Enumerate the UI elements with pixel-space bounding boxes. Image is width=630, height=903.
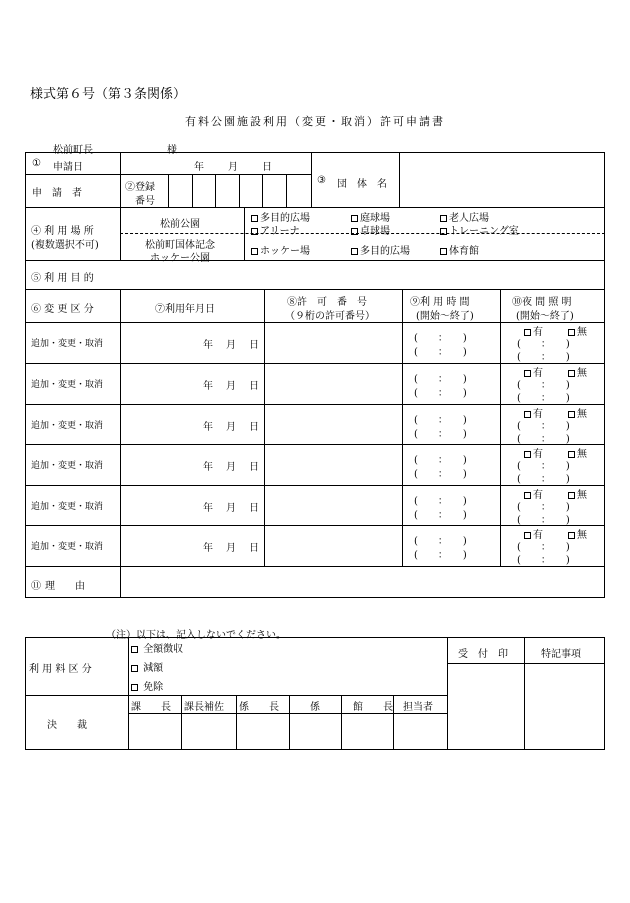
date-month: 月 [228, 162, 238, 173]
option-training-room[interactable]: トレーニング室 [440, 222, 519, 237]
checkbox-icon [131, 665, 138, 672]
row-month: 月 [226, 340, 236, 351]
light-no-option[interactable]: 無 [568, 486, 587, 501]
option-multipurpose-2[interactable]: 多目的広場 [351, 242, 410, 257]
place-note: (複数選択不可) [31, 240, 99, 251]
use-time-end[interactable]: ( ： ) [414, 347, 467, 358]
checkbox-icon [131, 684, 138, 691]
light-yes-option[interactable]: 有 [524, 526, 543, 541]
addressee-honorific: 様 [167, 145, 177, 156]
document-title: 有料公園施設利用（変更・取消）許可申請書 [185, 115, 445, 128]
row-day: 日 [249, 543, 259, 554]
fee-category-label: 利 用 料 区 分 [29, 664, 92, 675]
role-in-charge: 担当者 [403, 702, 433, 713]
applicant-label: 申 請 者 [32, 188, 82, 199]
option-arena[interactable]: アリーナ [251, 222, 300, 237]
light-no-option[interactable]: 無 [568, 526, 587, 541]
change-type-header: ⑥ 変 更 区 分 [31, 304, 94, 315]
role-staff: 係 [310, 702, 320, 713]
office-use-note: （注）以下は、記入しないでください。 [106, 630, 286, 641]
use-time-start[interactable]: ( ： ) [414, 333, 467, 344]
use-time-end[interactable]: ( ： ) [414, 429, 467, 440]
change-type-cell[interactable]: 追加・変更・取消 [31, 542, 104, 552]
light-no-option[interactable]: 無 [568, 323, 587, 338]
use-time-note: (開始～終了) [416, 311, 474, 322]
permit-number-note: （９桁の許可番号） [285, 311, 375, 322]
row-day: 日 [249, 422, 259, 433]
checkbox-icon [251, 215, 258, 222]
place-label: ④ 利 用 場 所 [31, 226, 94, 237]
option-gymnasium[interactable]: 体育館 [440, 242, 479, 257]
light-time-start[interactable]: ( ： ) [517, 542, 570, 553]
night-light-header: ⑩夜 間 照 明 [512, 297, 572, 308]
row-day: 日 [249, 340, 259, 351]
fee-reduced[interactable]: 減額 [131, 659, 163, 674]
park-matsumae: 松前公園 [160, 219, 200, 230]
fee-exempt[interactable]: 免除 [131, 678, 163, 693]
light-time-end[interactable]: ( ： ) [517, 555, 570, 566]
group-name-label: 団 体 名 [337, 179, 387, 190]
form-number: 様式第６号（第３条関係） [30, 87, 187, 102]
group-number: ③ [317, 175, 326, 186]
change-type-cell[interactable]: 追加・変更・取消 [31, 502, 104, 512]
checkbox-icon [251, 228, 258, 235]
office-use-table [25, 637, 605, 750]
row-month: 月 [226, 422, 236, 433]
reason-label: 理 由 [45, 581, 85, 592]
option-elderly-plaza[interactable]: 老人広場 [440, 209, 489, 224]
checkbox-icon [351, 215, 358, 222]
light-time-start[interactable]: ( ： ) [517, 502, 570, 513]
checkbox-icon [351, 228, 358, 235]
light-time-start[interactable]: ( ： ) [517, 339, 570, 350]
light-yes-option[interactable]: 有 [524, 323, 543, 338]
purpose-label: ⑤ 利 用 目 的 [31, 273, 94, 284]
change-type-cell[interactable]: 追加・変更・取消 [31, 421, 104, 431]
reason-number: ⑪ [31, 581, 41, 592]
light-time-start[interactable]: ( ： ) [517, 380, 570, 391]
permit-number-header: ⑧許 可 番 号 [287, 297, 367, 308]
application-date-number: ① [32, 158, 41, 169]
use-time-start[interactable]: ( ： ) [414, 536, 467, 547]
park-hockey-2: ホッケー公園 [150, 253, 210, 264]
change-type-cell[interactable]: 追加・変更・取消 [31, 461, 104, 471]
row-month: 月 [226, 503, 236, 514]
role-section-chief: 課 長 [131, 702, 171, 713]
checkbox-icon [440, 228, 447, 235]
light-no-option[interactable]: 無 [568, 445, 587, 460]
use-time-start[interactable]: ( ： ) [414, 496, 467, 507]
row-year: 年 [203, 422, 213, 433]
park-hockey-1: 松前町国体記念 [145, 240, 215, 251]
application-table [25, 152, 605, 598]
light-time-end[interactable]: ( ： ) [517, 393, 570, 404]
registration-label-1: ②登録 [125, 182, 155, 193]
light-time-end[interactable]: ( ： ) [517, 474, 570, 485]
use-time-start[interactable]: ( ： ) [414, 455, 467, 466]
reception-stamp-label: 受 付 印 [458, 649, 508, 660]
change-type-cell[interactable]: 追加・変更・取消 [31, 380, 104, 390]
light-yes-option[interactable]: 有 [524, 364, 543, 379]
use-time-end[interactable]: ( ： ) [414, 388, 467, 399]
change-type-cell[interactable]: 追加・変更・取消 [31, 339, 104, 349]
option-multipurpose[interactable]: 多目的広場 [251, 209, 310, 224]
fee-full[interactable]: 全額徴収 [131, 640, 183, 655]
use-time-end[interactable]: ( ： ) [414, 550, 467, 561]
light-time-end[interactable]: ( ： ) [517, 352, 570, 363]
night-light-note: (開始～終了) [516, 311, 574, 322]
use-time-start[interactable]: ( ： ) [414, 374, 467, 385]
application-date-label: 申請日 [53, 162, 83, 173]
light-time-start[interactable]: ( ： ) [517, 421, 570, 432]
row-day: 日 [249, 503, 259, 514]
role-assistant-chief: 課長補佐 [184, 702, 224, 713]
checkbox-icon [351, 248, 358, 255]
light-yes-option[interactable]: 有 [524, 445, 543, 460]
row-year: 年 [203, 340, 213, 351]
use-time-end[interactable]: ( ： ) [414, 510, 467, 521]
row-year: 年 [203, 503, 213, 514]
checkbox-icon [131, 646, 138, 653]
row-day: 日 [249, 381, 259, 392]
registration-label-2: 番号 [135, 196, 155, 207]
checkbox-icon [440, 215, 447, 222]
row-year: 年 [203, 381, 213, 392]
light-time-end[interactable]: ( ： ) [517, 434, 570, 445]
role-hall-director: 館 長 [353, 702, 393, 713]
special-notes-label: 特記事項 [541, 649, 581, 660]
option-hockey-field[interactable]: ホッケー場 [251, 242, 310, 257]
light-yes-option[interactable]: 有 [524, 486, 543, 501]
row-day: 日 [249, 462, 259, 473]
decision-label: 決 裁 [47, 720, 87, 731]
light-time-end[interactable]: ( ： ) [517, 515, 570, 526]
option-tennis[interactable]: 庭球場 [351, 209, 390, 224]
use-time-end[interactable]: ( ： ) [414, 469, 467, 480]
row-year: 年 [203, 462, 213, 473]
use-time-start[interactable]: ( ： ) [414, 415, 467, 426]
row-month: 月 [226, 462, 236, 473]
row-year: 年 [203, 543, 213, 554]
option-table-tennis[interactable]: 卓球場 [351, 222, 390, 237]
light-time-start[interactable]: ( ： ) [517, 461, 570, 472]
light-no-option[interactable]: 無 [568, 405, 587, 420]
row-month: 月 [226, 543, 236, 554]
checkbox-icon [440, 248, 447, 255]
use-time-header: ⑨利 用 時 間 [410, 297, 470, 308]
role-subsection-chief: 係 長 [239, 702, 279, 713]
light-yes-option[interactable]: 有 [524, 405, 543, 420]
date-day: 日 [262, 162, 272, 173]
use-date-header: ⑦利用年月日 [155, 304, 215, 315]
row-month: 月 [226, 381, 236, 392]
checkbox-icon [251, 248, 258, 255]
addressee: 松前町長 [53, 145, 93, 156]
light-no-option[interactable]: 無 [568, 364, 587, 379]
date-year: 年 [194, 162, 204, 173]
